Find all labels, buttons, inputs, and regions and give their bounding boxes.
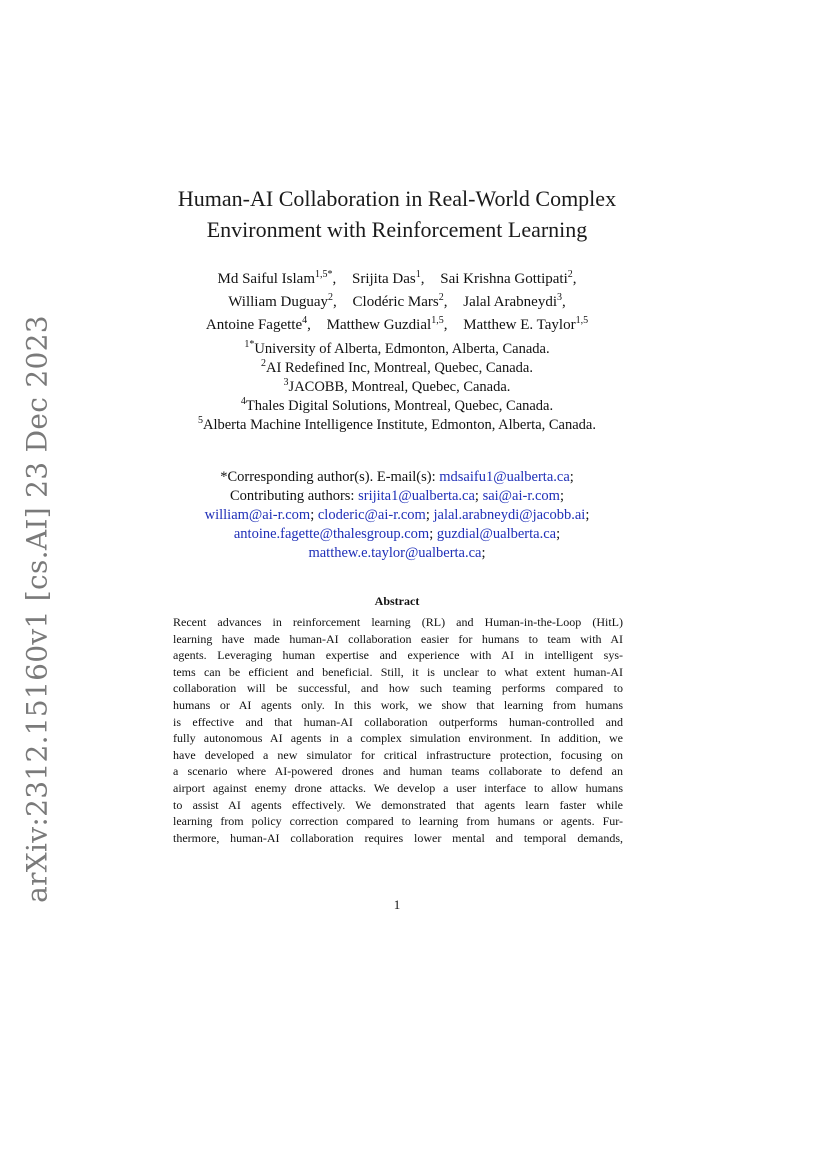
email-link[interactable]: antoine.fagette@thalesgroup.com	[233, 526, 430, 542]
email-link[interactable]: mdsaifu1@ualberta.ca	[439, 469, 570, 485]
author-line	[0, 314, 794, 337]
abstract-line: humans or AI agents only. In this work, we show that learning from humans	[173, 697, 623, 712]
author-line	[0, 291, 794, 314]
abstract-line: to assist AI agents effectively. We demonstrated that agents learn faster while	[173, 797, 623, 812]
author: William Duguay$^2$,	[228, 292, 337, 310]
author-list	[0, 268, 794, 337]
affiliation: $^4$Thales Digital Solutions, Montreal, Quebec, Canada.	[240, 396, 554, 414]
author: Clodéric Mars$^2$,	[352, 292, 448, 310]
title-line: Human-AI Collaboration in Real-World Complex	[177, 186, 617, 211]
author-line	[0, 268, 794, 291]
page-number: 1	[393, 897, 401, 912]
arxiv-identifier-stamp: arXiv:2312.15160v1 [cs.AI] 23 Dec 2023	[20, 315, 54, 903]
corresponding-author-line: *Corresponding author(s). E-mail(s): mdsaifu1@ualberta.ca;	[220, 469, 574, 485]
abstract-line: agents. Leveraging human expertise and experience with AI in intelligent sys-	[173, 648, 623, 663]
abstract-line: learning have made human-AI collaboration easier for humans to team with AI	[173, 631, 623, 646]
abstract-body	[173, 614, 623, 846]
email-link[interactable]: sai@ai-r.com	[482, 488, 560, 504]
contributing-authors-line: matthew.e.taylor@ualberta.ca;	[308, 545, 486, 561]
abstract-line: a scenario where AI-powered drones and human teams collaborate to defend an	[173, 764, 623, 779]
contributing-authors-line: antoine.fagette@thalesgroup.com; guzdial@ualberta.ca;	[233, 526, 561, 542]
email-link[interactable]: matthew.e.taylor@ualberta.ca	[308, 545, 482, 561]
correspondence-block	[0, 468, 794, 563]
author: Matthew Guzdial$^{1,5}$,	[326, 315, 448, 333]
email-link[interactable]: william@ai-r.com	[204, 507, 311, 523]
affiliation: $^{1*}$University of Alberta, Edmonton, Alberta, Canada.	[244, 339, 550, 357]
author: Matthew E. Taylor$^{1,5}$	[463, 315, 589, 333]
abstract-line: is effective and that human-AI collaboration outperforms human-controlled and	[173, 714, 623, 729]
abstract-line: tems can be efficient and beneficial. Still, it is unclear to what extent human-AI	[173, 664, 623, 679]
abstract-line: Recent advances in reinforcement learning (RL) and Human-in-the-Loop (HitL)	[173, 615, 623, 629]
abstract-line: fully autonomous AI agents in a complex simulation environment. In addition, we	[173, 731, 623, 746]
email-link[interactable]: guzdial@ualberta.ca	[436, 526, 557, 542]
affiliation: $^2$AI Redefined Inc, Montreal, Quebec, Canada.	[261, 358, 533, 376]
abstract-line: airport against enemy drone attacks. We develop a user interface to allow humans	[173, 780, 623, 795]
affiliation: $^5$Alberta Machine Intelligence Institute, Edmonton, Alberta, Canada.	[198, 415, 596, 433]
email-link[interactable]: cloderic@ai-r.com	[317, 507, 426, 523]
author: Jalal Arabneydi$^3$,	[463, 292, 566, 310]
abstract-line: learning from policy correction compared to learning from humans or agents. Fur-	[173, 814, 623, 829]
author: Sai Krishna Gottipati$^2$,	[440, 269, 577, 287]
author: Antoine Fagette$^4$,	[205, 315, 311, 333]
abstract-line: collaboration will be successful, and how such teaming performs compared to	[173, 681, 623, 696]
abstract-line: thermore, human-AI collaboration requires lower mental and temporal demands,	[173, 830, 623, 845]
affiliation-list	[0, 340, 794, 435]
paper-title	[0, 183, 794, 245]
abstract-line: have developed a new simulator for critical infrastructure protection, focusing on	[173, 747, 623, 762]
author: Md Saiful Islam$^{1,5*}$,	[217, 269, 337, 287]
abstract-heading: Abstract	[374, 594, 420, 608]
affiliation: $^3$JACOBB, Montreal, Quebec, Canada.	[283, 377, 511, 395]
email-link[interactable]: jalal.arabneydi@jacobb.ai	[433, 507, 586, 523]
contributing-authors-line: william@ai-r.com; cloderic@ai-r.com; jalal.arabneydi@jacobb.ai;	[204, 507, 590, 523]
author: Srijita Das$^1$,	[352, 269, 425, 287]
contributing-authors-line: Contributing authors: srijita1@ualberta.ca; sai@ai-r.com;	[230, 488, 564, 504]
title-line: Environment with Reinforcement Learning	[206, 217, 588, 242]
email-link[interactable]: srijita1@ualberta.ca	[358, 488, 475, 504]
